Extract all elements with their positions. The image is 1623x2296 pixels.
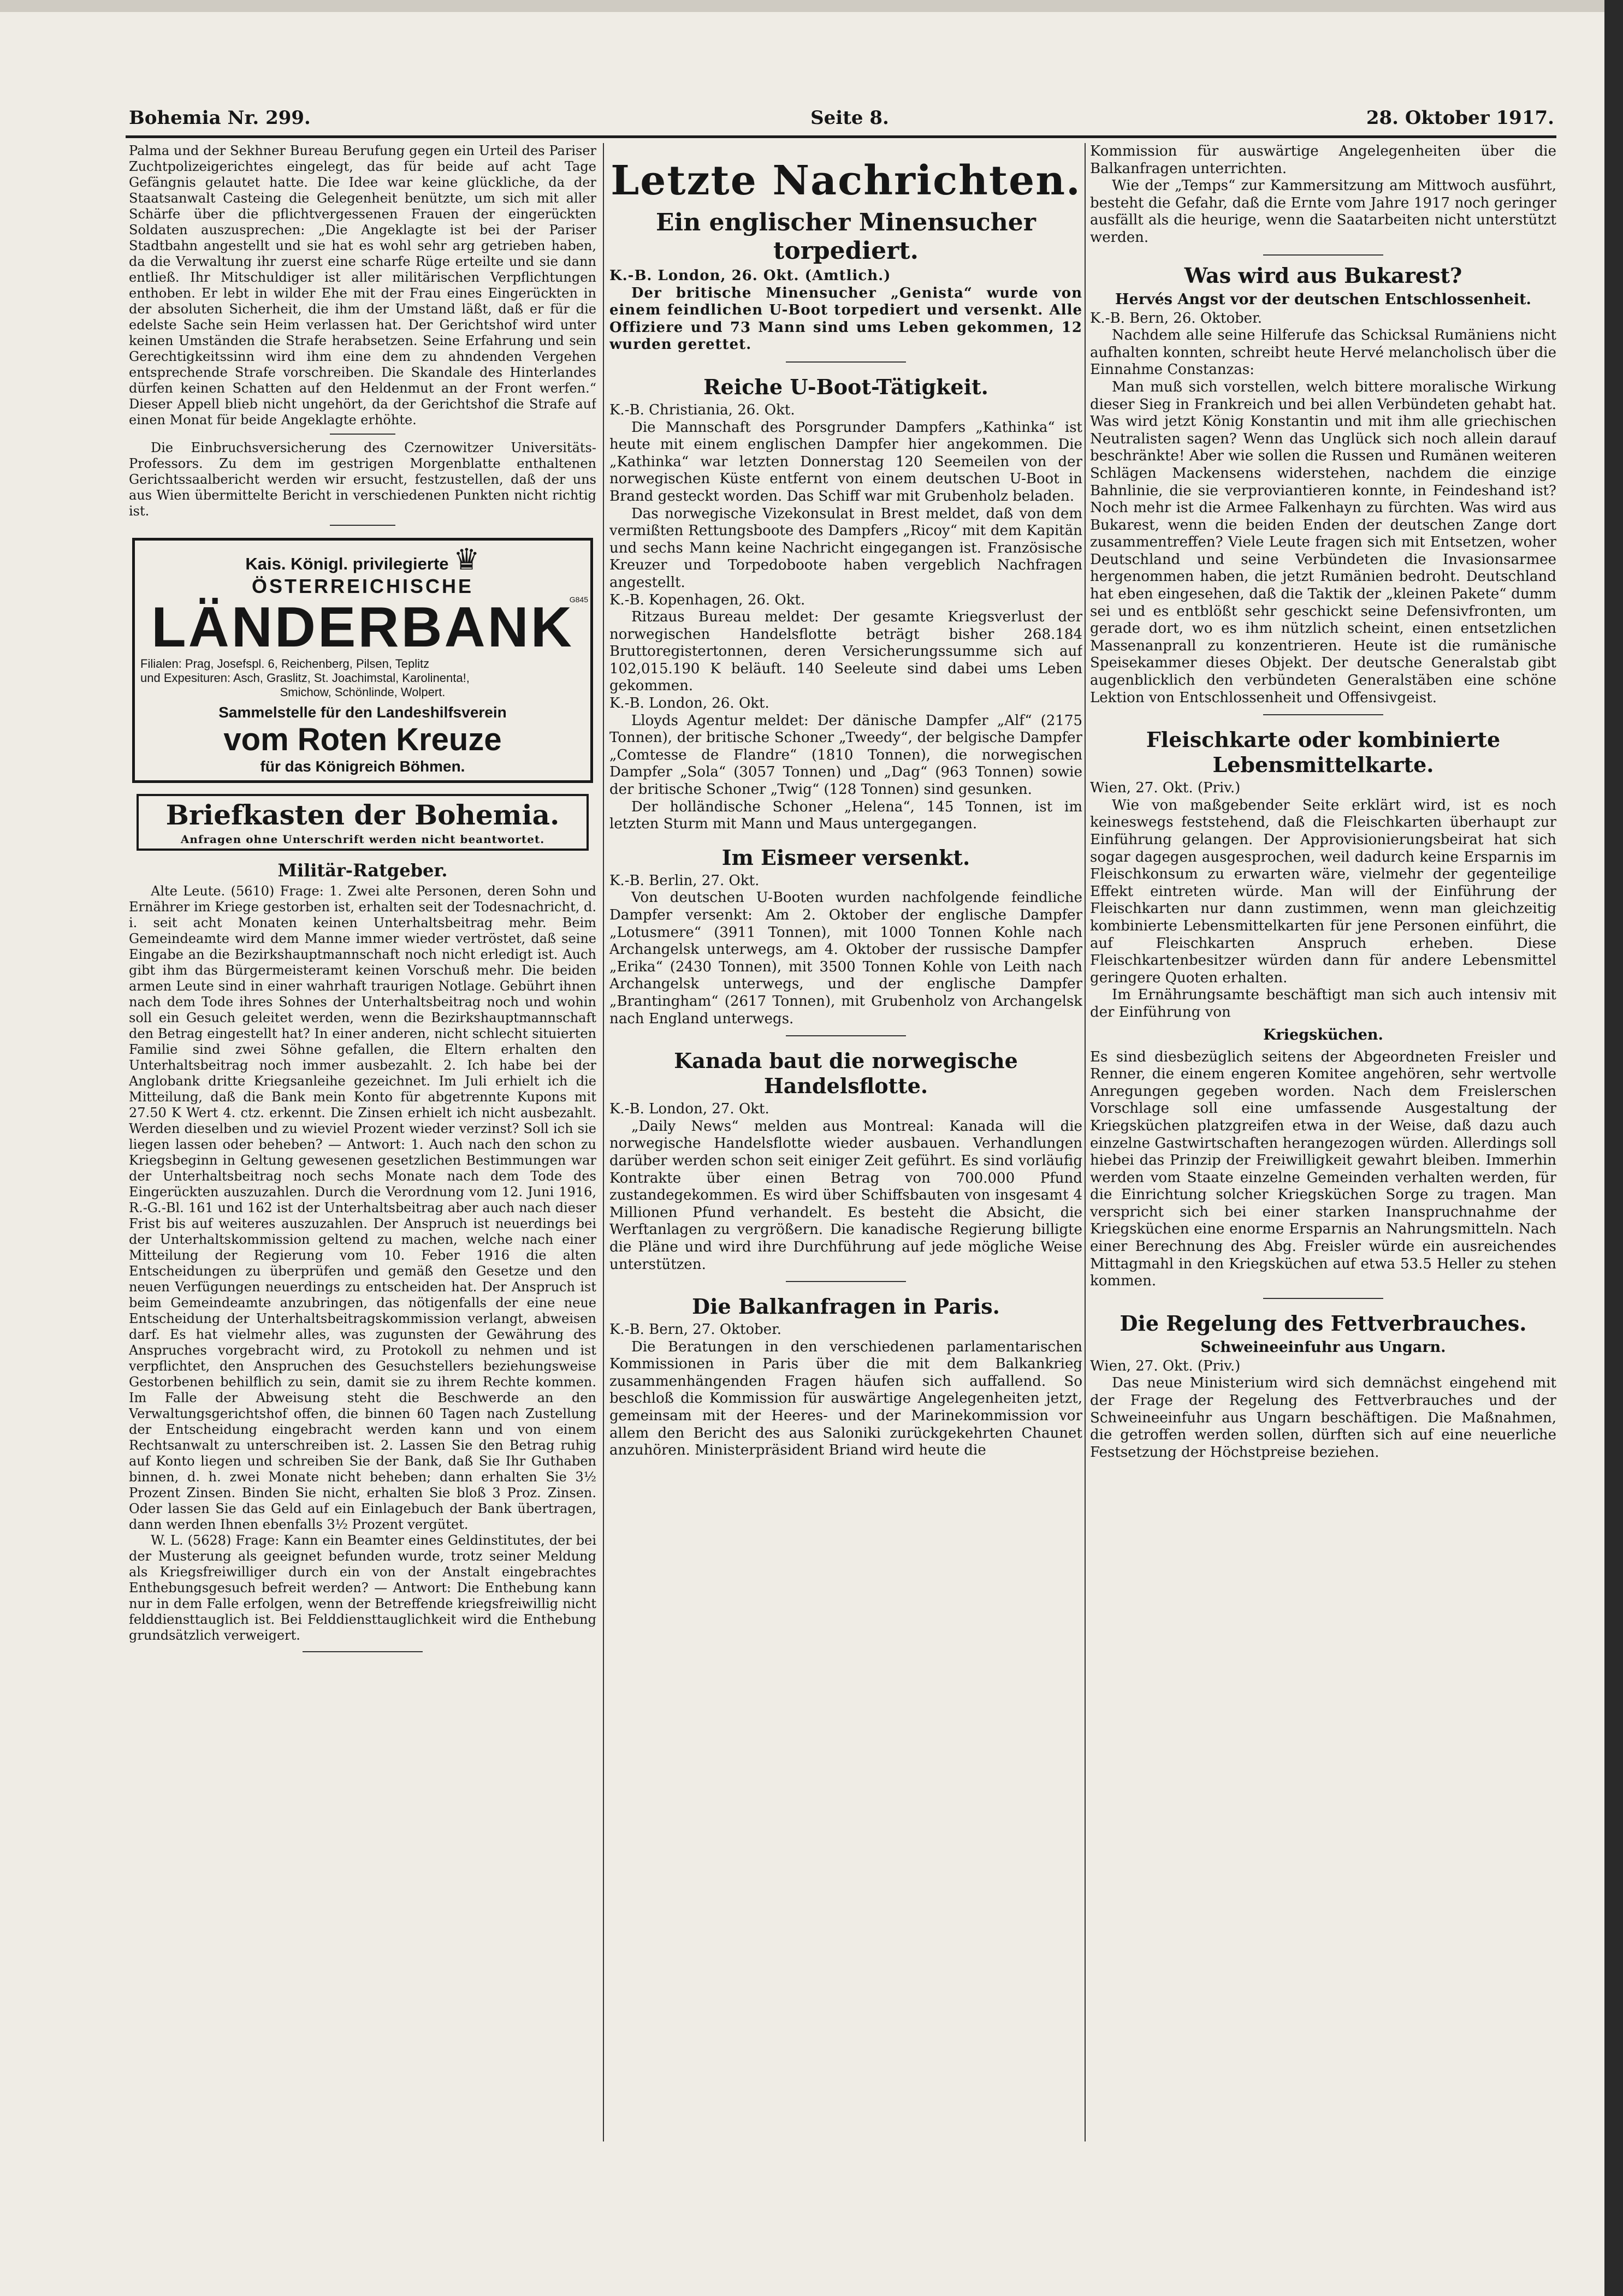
subheadline: Schweineeinfuhr aus Ungarn.: [1200, 1338, 1446, 1356]
dateline: K.-B. Christiania, 26. Okt.: [609, 401, 795, 418]
ad-privileged: Kais. Königl. privilegierte: [245, 554, 449, 573]
column-divider-1: [603, 143, 604, 2141]
dateline: K.-B. Kopenhagen, 26. Okt.: [609, 591, 805, 608]
scan-edge-top: [0, 0, 1623, 12]
headline: Ein englischer Minensucher torpediert.: [656, 209, 1036, 265]
article-paragraph: Alte Leute. (5610) Frage: 1. Zwei alte Personen, deren Sohn und Ernährer im Kriege gestorben ist, erhalten seit der Todesnachricht, d. i. seit acht Monaten keinen Unterhaltsbeitrag mehr. Beim Gemeindeamte wird dem Manne immer wieder vertröstet, daß seine Eingabe an die Bezirkshauptmannschaft noch nicht erledigt ist. Auch gibt ihm das Bürgermeisteramt keinen Vorschuß mehr. Die beiden armen Leute sind in einer wahrhaft traurigen Notlage. Gebührt ihnen nach dem Tode ihres Sohnes der Unterhaltsbeitrag noch und wohin soll ein Gesuch geleitet werden, wenn die Bezirkshauptmannschaft den Betrag eingestellt hat? In einer anderen, nicht schlecht situierten Familie sind zwei Söhne gefallen, die Eltern erhalten den Unterhaltsbeitrag noch immer ausbezahlt. 2. Ich habe bei der Anglobank dritte Kriegsanleihe gezeichnet. Im Juli erhielt ich die Mitteilung, daß die Bank mein Konto für abgetrennte Kupons mit 27.50 K Wert 4. ctz. erkennt. Die Zinsen erhielt ich nicht ausbezahlt. Werden dieselben und zu wieviel Prozent wieder verzinst? Soll ich sie liegen lassen oder beheben? — Antwort: 1. Auch nach den schon zu Kriegsbeginn in Geltung gewesenen gesetzlichen Bestimmungen war der Unterhaltsbeitrag noch sechs Monate nach dem Tode des Eingerückten auszuzahlen. Durch die Verordnung vom 12. Juni 1916, R.-G.-Bl. 161 und 162 ist der Unterhaltsbeitrag aber auch nach dieser Frist bis auf weiteres auszuzahlen. Der Anspruch ist neuerdings bei der Unterhaltskommission geltend zu machen, welche nach einer Mitteilung der Regierung vom 10. Feber 1916 die alten Entscheidungen zu überprüfen und gemäß den Gesetze und den neuen Verfügungen neuerdings zu entscheiden hat. Der Anspruch ist beim Gemeindeamte anzubringen, das nötigenfalls der eine neue Entscheidung der Unterhaltsbeitragskommission verlangt, abweisen darf. Es hat vielmehr alles, was zugunsten der Gewährung des Anspruches vorgebracht wird, zu Protokoll zu nehmen und ist verpflichtet, den Anspruchen des Gesuchstellers beziehungsweise Gestorbenen behilflich zu sein, damit sie zu ihrem Rechte kommen. Im Falle der Abweisung steht die Beschwerde an den Verwaltungsgerichtshof offen, die binnen 60 Tagen nach Zustellung der Entscheidung eingebracht werden kann und von einem Rechtsanwalt zu unterschreiben ist. 2. Lassen Sie den Betrag ruhig auf Konto liegen und schreiben Sie der Bank, daß Sie Ihr Guthaben binnen, d. h. zwei Monate nicht beheben; dann erhalten Sie 3½ Prozent Zinsen. Binden Sie nicht, erhalten Sie bloß 3 Proz. Zinsen. Oder lassen Sie das Geld auf ein Einlagebuch der Bank übertragen, dann werden Ihnen ebenfalls 3½ Prozent vergütet.: [129, 883, 596, 1532]
headline: Die Regelung des Fettverbrauches.: [1119, 1310, 1527, 1336]
separator: [786, 1281, 906, 1282]
headline: Was wird aus Bukarest?: [1184, 263, 1462, 288]
page-header: [129, 107, 1554, 140]
ad-code: G845: [569, 595, 588, 604]
article-paragraph: Die Einbruchsversicherung des Czernowitzer Universitäts-Professors. Zu dem im gestrigen Morgenblatte enthaltenen Gerichtssaalbericht werden wir ersucht, festzustellen, daß der uns aus Wien übermittelte Bericht in verschiedenen Punkten nicht richtig ist.: [129, 440, 596, 519]
subheadline: Kriegsküchen.: [1263, 1026, 1383, 1043]
article-paragraph: Der holländische Schoner „Helena“, 145 Tonnen, ist im letzten Sturm mit Mann und Maus untergegangen.: [609, 798, 1082, 833]
header-date: 28. Oktober 1917.: [1366, 107, 1554, 129]
separator: [330, 434, 395, 435]
article-paragraph: Kommission für auswärtige Angelegenheiten über die Balkanfragen unterrichten.: [1090, 143, 1556, 177]
ad-bank-name: LÄNDERBANK: [151, 596, 574, 659]
article-paragraph: Das norwegische Vizekonsulat in Brest meldet, daß von dem vermißten Rettungsboote des Dampfers „Ricoy“ mit dem Kapitän und sechs Mann keine Nachricht eingegangen ist. Französische Kreuzer und Torpedoboote haben vergeblich Nachfragen angestellt.: [609, 505, 1082, 591]
ad-branches: [140, 657, 585, 699]
ad-line: Sammelstelle für den Landeshilfsverein: [218, 704, 507, 721]
ad-line: für das Königreich Böhmen.: [260, 758, 465, 775]
dateline: K.-B. Berlin, 27. Okt.: [609, 872, 760, 889]
dateline: Wien, 27. Okt. (Priv.): [1090, 780, 1241, 797]
headline: Die Balkanfragen in Paris.: [692, 1294, 1000, 1319]
dateline: K.-B. London, 27. Okt.: [609, 1101, 769, 1118]
article-paragraph: Die Beratungen in den verschiedenen parlamentarischen Kommissionen in Paris über die mit dem Balkankrieg zusammenhängenden Fragen häufen sich auffallend. So beschloß die Kommission für auswärtige Angelegenheiten jetzt, gemeinsam mit der Heeres- und der Marinekommission vor allem den Bericht des aus Saloniki zurückgekehrten Chaunet anzuhören. Ministerpräsident Briand wird heute die: [609, 1338, 1082, 1459]
article-paragraph: Man muß sich vorstellen, welch bittere moralische Wirkung dieser Sieg in Frankreich und bei allen Verbündeten gehabt hat. Was wird jetzt König Konstantin und mit ihm alle griechischen Neutralisten sagen? Wenn das Unglück sich noch allein darauf beschränkte! Aber wie sollen die Russen und Rumänen weiteren Schlägen Mackensens widerstehen, nachdem die einzige Bahnlinie, die sie verproviantieren konnte, in Feindeshand ist? Noch mehr ist die Armee Falkenhayn zu fürchten. Was wird aus Bukarest, wenn die beiden Enden der deutschen Zange dort zusammentreffen? Viele Leute fragen sich mit Entsetzen, woher Deutschland und seine Verbündeten die Invasionsarmee hergenommen haben, die jetzt Rumänien bedroht. Deutschland hat eben eingesehen, daß die Taktik der „kleinen Pakete“ dumm sei und es entblößt sehr geschickt seine Defensivfronten, um gerade dort, wo es ihm nützlich scheint, einen entsetzlichen Massenanprall zu konzentrieren. Heute ist die rumänische Speisekammer dieses Objekt. Der deutsche Generalstab gibt augenblicklich den verbündeten Generalstäben eine schöne Lektion von Entschlossenheit und Offensivgeist.: [1090, 378, 1556, 706]
briefkasten-subtitle: Anfragen ohne Unterschrift werden nicht beantwortet.: [180, 833, 545, 846]
article-paragraph: Lloyds Agentur meldet: Der dänische Dampfer „Alf“ (2175 Tonnen), der britische Schoner „Tweedy“, der belgische Dampfer „Comtesse de Flandre“ (1810 Tonnen), die norwegischen Dampfer „Sola“ (3057 Tonnen) und „Dag“ (963 Tonnen) sowie der britische Schoner „Twig“ (128 Tonnen) sind gesunken.: [609, 712, 1082, 798]
dateline: K.-B. Bern, 27. Oktober.: [609, 1321, 781, 1338]
ad-line: ÖSTERREICHISCHE: [251, 575, 474, 597]
dateline: K.-B. London, 26. Okt. (Amtlich.): [609, 268, 891, 284]
article-paragraph: Nachdem alle seine Hilferufe das Schicksal Rumäniens nicht aufhalten konnten, schreibt heute Hervé melancholisch über die Einnahme Constanzas:: [1090, 327, 1556, 378]
ad-branch-line: und Expesituren: Asch, Graslitz, St. Joachimstal, Karolinenta!,: [140, 671, 470, 685]
headline: Fleischkarte oder kombinierte Lebensmittelkarte.: [1146, 727, 1501, 778]
column-2: [609, 143, 1082, 2163]
article-paragraph: Wie der „Temps“ zur Kammersitzung am Mittwoch ausführt, besteht die Gefahr, daß die Ernte vom Jahre 1917 noch geringer ausfällt als die heurige, wenn die Saatarbeiten nicht unterstützt werden.: [1090, 177, 1556, 246]
article-paragraph: „Daily News“ melden aus Montreal: Kanada will die norwegische Handelsflotte wieder ausbauen. Verhandlungen darüber werden schon seit einiger Zeit geführt. Es sind vorläufig Kontrakte über einen Betrag von 700.000 Pfund zustandegekommen. Es wird über Schiffsbauten von insgesamt 4 Millionen Pfund verhandelt. Es besteht die Absicht, die Werftanlagen zu vergrößern. Die kanadische Regierung billigte die Pläne und wird ihre Durchführung auf jede mögliche Weise unterstützen.: [609, 1118, 1082, 1273]
column-3: [1090, 143, 1556, 2163]
header-paper-number: Bohemia Nr. 299.: [129, 107, 311, 129]
ad-branch-line: Filialen: Prag, Josefspl. 6, Reichenberg, Pilsen, Teplitz: [140, 657, 430, 671]
ad-red-cross: vom Roten Kreuze: [223, 722, 502, 757]
dateline: K.-B. Bern, 26. Oktober.: [1090, 310, 1262, 327]
separator: [1263, 714, 1383, 715]
column-1: [129, 143, 596, 2163]
headline: Kanada baut die norwegische Handelsflotte.: [674, 1048, 1018, 1099]
separator: [1263, 1298, 1383, 1299]
laenderbank-advertisement: [132, 538, 593, 783]
separator: [1263, 254, 1383, 256]
separator: [303, 1651, 423, 1652]
briefkasten-title: Briefkasten der Bohemia.: [165, 799, 560, 831]
dateline: Wien, 27. Okt. (Priv.): [1090, 1357, 1241, 1374]
briefkasten-box: [137, 794, 589, 851]
subheadline: Hervés Angst vor der deutschen Entschlossenheit.: [1115, 290, 1531, 308]
separator: [786, 361, 906, 363]
header-page-number: Seite 8.: [810, 107, 889, 129]
article-paragraph: Das neue Ministerium wird sich demnächst eingehend mit der Frage der Regelung des Fettverbrauches und der Schweineeinfuhr aus Ungarn beschäftigen. Die Maßnahmen, die getroffen werden sollen, dürften sich auf eine neuerliche Festsetzung der Höchstpreise beziehen.: [1090, 1375, 1556, 1461]
article-paragraph: Palma und der Sekhner Bureau Berufung gegen ein Urteil des Pariser Zuchtpolizeigerichtes eingelegt, das für beide auf acht Tage Gefängnis gelautet hatte. Die Idee war keine glückliche, da der Staatsanwalt Casteing die Gelegenheit benützte, um sich mit aller Schärfe über die pflichtvergessenen Frauen der eingerückten Soldaten auszusprechen: „Die Angeklagte ist bei der Pariser Stadtbahn angestellt und sie hat es wohl sehr arg getrieben haben, da die Verwaltung ihr zuerst eine scharfe Rüge erteilte und sie dann entließ. Ihr Mitschuldiger ist aller militärischen Verpflichtungen enthoben. Er lebt in wilder Ehe mit der Frau eines Eingerückten in der absoluten Sicherheit, die ihm der Umstand läßt, daß er für die edelste Sache sein Heim verlassen hat. Der Gerichtshof wird unter keinen Umständen die Strafe herabsetzen. Seine Erfahrung und sein Gerechtigkeitssinn wird ihm eine dem zu ahndenden Vergehen entsprechende Strafe vorschreiben. Die Skandale des Hinterlandes dürfen keinen Schatten auf den Heldenmut an der Front werfen.“ Dieser Appell blieb nicht ungehört, da der Gerichtshof die Strafe auf einen Monat für beide Angeklagte erhöhte.: [129, 143, 596, 428]
headline: Reiche U-Boot-Tätigkeit.: [703, 374, 988, 399]
headline: Im Eismeer versenkt.: [721, 845, 970, 870]
article-paragraph: Von deutschen U-Booten wurden nachfolgende feindliche Dampfer versenkt: Am 2. Oktober der englische Dampfer „Lotusmere“ (3911 Tonnen), mit 1000 Tonnen Kohle nach Archangelsk unterwegs, am 4. Oktober der russische Dampfer „Erika“ (2430 Tonnen), mit 3500 Tonnen Kohle von Leith nach Archangelsk unterwegs, und der englische Dampfer „Brantingham“ (2617 Tonnen), mit Grubenholz von Archangelsk nach England unterwegs.: [609, 889, 1082, 1027]
column-divider-2: [1085, 143, 1086, 2141]
separator: [330, 525, 395, 526]
article-paragraph: Im Ernährungsamte beschäftigt man sich auch intensiv mit der Einführung von: [1090, 987, 1556, 1021]
article-paragraph: Wie von maßgebender Seite erklärt wird, ist es noch keineswegs feststehend, daß die Fleischkarten überhaupt zur Einführung gelangen. Der Approvisionierungsbeirat hat sich sogar dagegen ausgesprochen, weil dadurch keine Ersparnis im Fleischkonsum zu erwarten wäre, vielmehr der gegenteilige Effekt eintreten würde. Man will der Einführung der Fleischkarten nur dann zustimmen, wenn man gleichzeitig kombinierte Lebensmittelkarten für jene Personen einführt, die auf Fleischkarten Anspruch erheben. Diese Fleischkartenbesitzer würden dann für andere Lebensmittel geringere Quoten erhalten.: [1090, 797, 1556, 986]
article-paragraph: Ritzaus Bureau meldet: Der gesamte Kriegsverlust der norwegischen Handelsflotte beträgt bisher 268.184 Bruttoregistertonnen, deren Versicherungssumme sich auf 102,015.190 K beläuft. 140 Seeleute sind dabei ums Leben gekommen.: [609, 609, 1082, 695]
separator: [786, 1035, 906, 1036]
eagle-icon: ♛: [453, 543, 480, 576]
header-rule: [126, 135, 1556, 138]
article-paragraph: W. L. (5628) Frage: Kann ein Beamter eines Geldinstitutes, der bei der Musterung als geeignet befunden wurde, trotz seiner Meldung als Kriegsfreiwilliger durch ein von der Anstalt eingebrachtes Enthebungsgesuch befreit werden? — Antwort: Die Enthebung kann nur in dem Falle erfolgen, wenn der Betreffende kriegsfreiwillig nicht felddiensttauglich ist. Bei Felddiensttauglichkeit wird die Enthebung grundsätzlich verweigert.: [129, 1533, 596, 1643]
scan-edge-right: [1604, 0, 1623, 2296]
dateline: K.-B. London, 26. Okt.: [609, 695, 769, 712]
article-paragraph: Die Mannschaft des Porsgrunder Dampfers „Kathinka“ ist heute mit einem englischen Dampfer hier angekommen. Die „Kathinka“ war letzten Donnerstag 120 Seemeilen von der norwegischen Küste entfernt von einem deutschen U-Boot in Brand gesteckt worden. Das Schiff war mit Grubenholz beladen.: [609, 419, 1082, 505]
ad-branch-line: Smichow, Schönlinde, Wolpert.: [280, 685, 446, 699]
page-section-title: Letzte Nachrichten.: [611, 157, 1081, 204]
ad-line: [140, 545, 585, 575]
section-heading: Militär-Ratgeber.: [277, 860, 448, 881]
article-paragraph: Es sind diesbezüglich seitens der Abgeordneten Freisler und Renner, die einem engeren Komitee angehören, sehr wertvolle Anregungen gegeben worden. Nach dem Freislerschen Vorschlage soll eine umfassende Ausgestaltung der Kriegsküchen platzgreifen etwa in der Weise, daß dazu auch einzelne Gastwirtschaften herangezogen würden. Allerdings soll hiebei das Prinzip der Freiwilligkeit gewahrt bleiben. Immerhin werden vom Staate einzelne Gemeinden verhalten werden, für die Einrichtung solcher Kriegsküchen Sorge zu tragen. Man verspricht sich bei einer starken Inanspruchnahme der Kriegsküchen eine enorme Ersparnis an Nahrungsmitteln. Nach einer Berechnung des Abg. Freisler würde ein ausreichendes Mittagmahl in den Kriegsküchen auf etwa 53.5 Heller zu stehen kommen.: [1090, 1048, 1556, 1290]
article-paragraph: Der britische Minensucher „Genista“ wurde von einem feindlichen U-Boot torpediert und versenkt. Alle Offiziere und 73 Mann sind ums Leben gekommen, 12 wurden gerettet.: [609, 284, 1082, 353]
